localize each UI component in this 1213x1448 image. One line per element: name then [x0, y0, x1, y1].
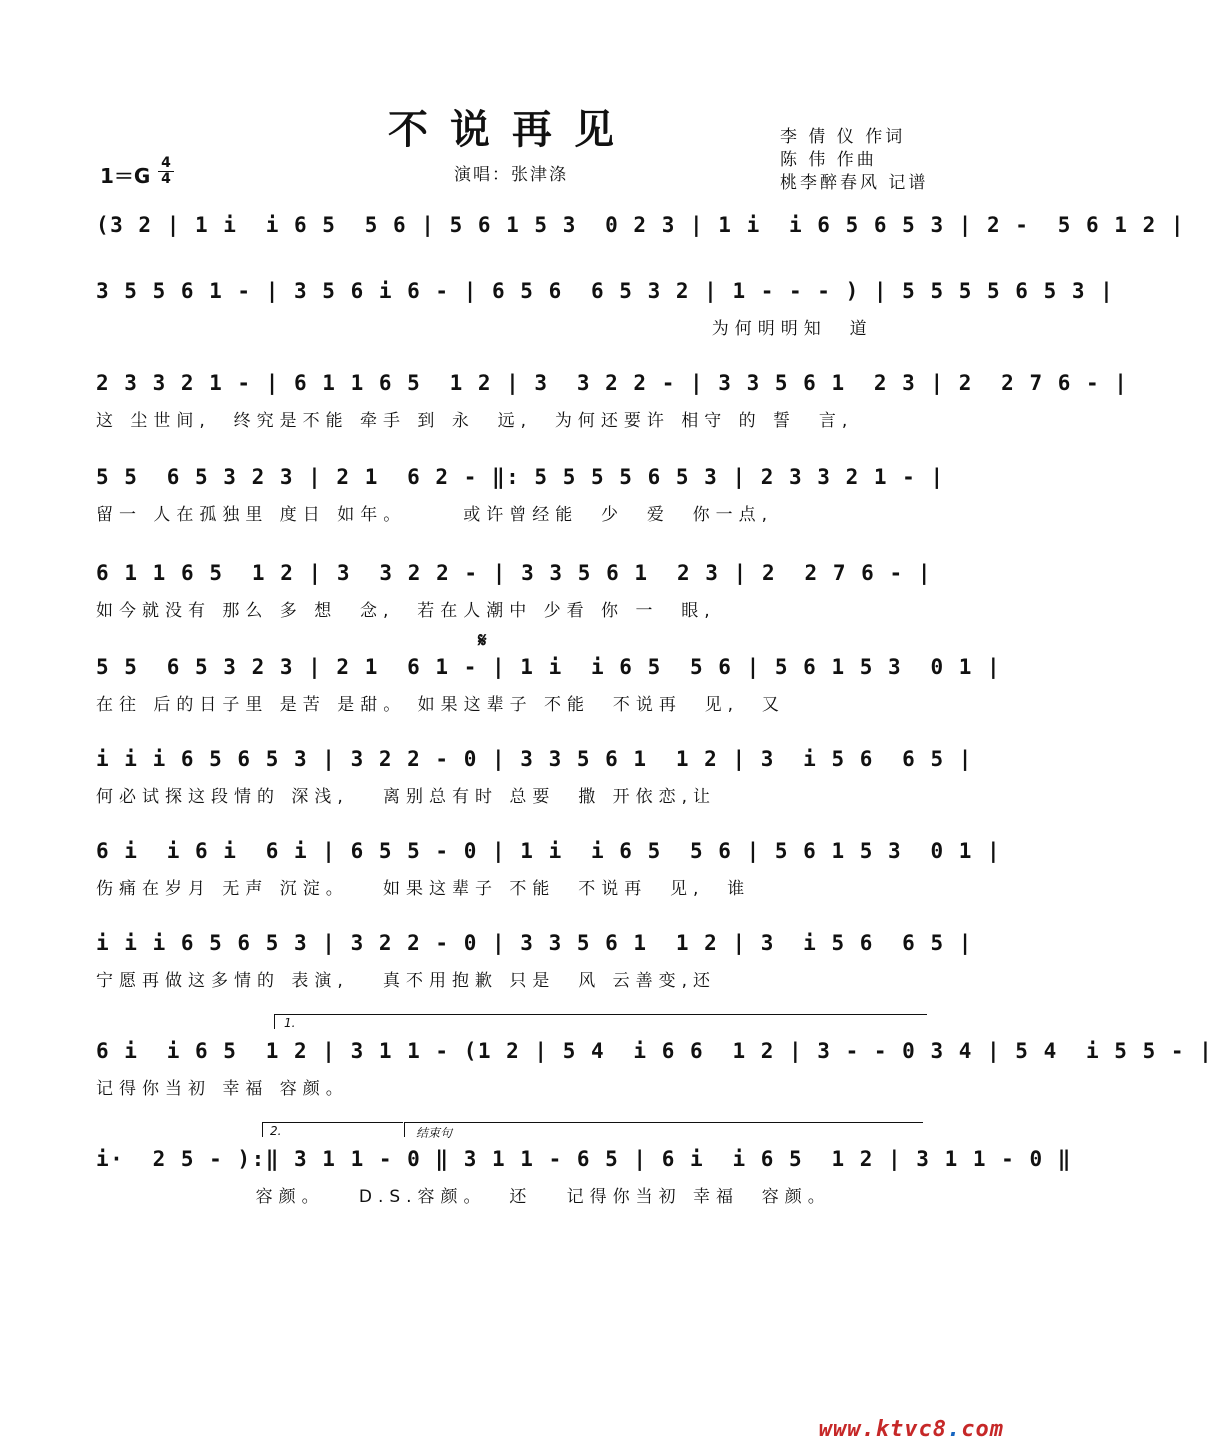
song-title: 不说再见 — [388, 106, 636, 153]
staff-notes: i i i 6 5 6 5 3 | 3 2 2 - 0 | 3 3 5 6 1 1 2 | 3 i 5 6 6 5 | — [96, 747, 973, 771]
staff-line-3 — [96, 366, 1129, 446]
staff-notes: 6 i i 6 5 1 2 | 3 1 1 - (1 2 | 5 4 i 6 6 1 2 | 3 - - 0 3 4 | 5 4 i 5 5 - | — [96, 1039, 1213, 1063]
staff-lyrics: 如今就没有 那么 多 想 念, 若在人潮中 少看 你 一 眼, — [96, 601, 716, 621]
watermark-suffix: com — [961, 1417, 1004, 1442]
volta-label-2: 2. — [270, 1124, 282, 1138]
credits — [780, 126, 928, 195]
staff-lyrics: 何必试探这段情的 深浅, 离别总有时 总要 撒 开依恋,让 — [96, 787, 717, 807]
staff-lyrics: 记得你当初 幸福 容颜。 — [96, 1079, 349, 1099]
time-signature-bottom: 4 — [161, 171, 171, 187]
watermark-dot: . — [947, 1417, 962, 1442]
staff-lyrics: 留一 人在孤独里 度日 如年。 或许曾经能 少 爱 你一点, — [96, 505, 774, 525]
staff-notes: 6 1 1 6 5 1 2 | 3 3 2 2 - | 3 3 5 6 1 2 3 | 2 2 7 6 - | — [96, 561, 932, 585]
staff-line-11 — [96, 1142, 1072, 1222]
staff-line-8 — [96, 834, 1002, 914]
staff-notes: 5 5 6 5 3 2 3 | 2 1 6 1 - | 1 i i 6 5 5 6 | 5 6 1 5 3 0 1 | — [96, 655, 1002, 679]
volta-bracket-2 — [262, 1122, 403, 1137]
staff-notes: 6 i i 6 i 6 i | 6 5 5 - 0 | 1 i i 6 5 5 6 | 5 6 1 5 3 0 1 | — [96, 839, 1002, 863]
staff-line-4 — [96, 460, 945, 540]
site-watermark — [819, 1417, 1004, 1442]
staff-lyrics: 伤痛在岁月 无声 沉淀。 如果这辈子 不能 不说再 见, 谁 — [96, 879, 751, 899]
staff-notes: i· 2 5 - ):‖ 3 1 1 - 0 ‖ 3 1 1 - 6 5 | 6 i i 6 5 1 2 | 3 1 1 - 0 ‖ — [96, 1147, 1072, 1171]
staff-lyrics — [96, 250, 932, 276]
staff-line-5 — [96, 556, 932, 636]
transcriber-credit: 桃李醉春风 记谱 — [780, 173, 929, 193]
lyricist-credit: 李 倩 仪 作词 — [780, 127, 906, 147]
segno-sign: 𝄋 — [478, 628, 487, 652]
key-signature: 1＝G — [100, 164, 151, 188]
staff-lyrics: 容颜。 D.S.容颜。 还 记得你当初 幸福 容颜。 — [96, 1187, 831, 1207]
staff-line-9 — [96, 926, 973, 1006]
volta-label-1: 1. — [284, 1016, 296, 1030]
staff-notes: (3 2 | 1 i i 6 5 5 6 | 5 6 1 5 3 0 2 3 | 1 i i 6 5 6 5 3 | 2 - 5 6 1 2 | — [96, 213, 1186, 237]
staff-notes: 5 5 6 5 3 2 3 | 2 1 6 2 - ‖: 5 5 5 5 6 5 3 | 2 3 3 2 1 - | — [96, 465, 945, 489]
staff-line-6 — [96, 650, 1002, 730]
staff-lyrics: 为何明明知 道 — [96, 319, 873, 339]
ending-label: 结束句 — [416, 1126, 453, 1140]
staff-line-2 — [96, 274, 1115, 354]
staff-lyrics: 这 尘世间, 终究是不能 牵手 到 永 远, 为何还要许 相守 的 誓 言, — [96, 411, 854, 431]
staff-notes: 2 3 3 2 1 - | 6 1 1 6 5 1 2 | 3 3 2 2 - | 3 3 5 6 1 2 3 | 2 2 7 6 - | — [96, 371, 1129, 395]
singer-credit: 演唱：张津涤 — [454, 165, 568, 185]
ending-bracket — [404, 1122, 923, 1137]
composer-credit: 陈 伟 作曲 — [780, 150, 877, 170]
staff-line-10 — [96, 1034, 1213, 1114]
staff-notes: 3 5 5 6 1 - | 3 5 6 i 6 - | 6 5 6 6 5 3 2 | 1 - - - ) | 5 5 5 5 6 5 3 | — [96, 279, 1115, 303]
staff-line-7 — [96, 742, 973, 822]
staff-lyrics: 在往 后的日子里 是苦 是甜。 如果这辈子 不能 不说再 见, 又 — [96, 695, 785, 715]
time-signature-top: 4 — [161, 155, 171, 171]
watermark-prefix: www.ktvc8 — [818, 1417, 947, 1442]
staff-lyrics: 宁愿再做这多情的 表演, 真不用抱歉 只是 风 云善变,还 — [96, 971, 717, 991]
staff-notes: i i i 6 5 6 5 3 | 3 2 2 - 0 | 3 3 5 6 1 1 2 | 3 i 5 6 6 5 | — [96, 931, 973, 955]
time-signature — [158, 156, 174, 187]
volta-bracket-1 — [274, 1014, 927, 1029]
